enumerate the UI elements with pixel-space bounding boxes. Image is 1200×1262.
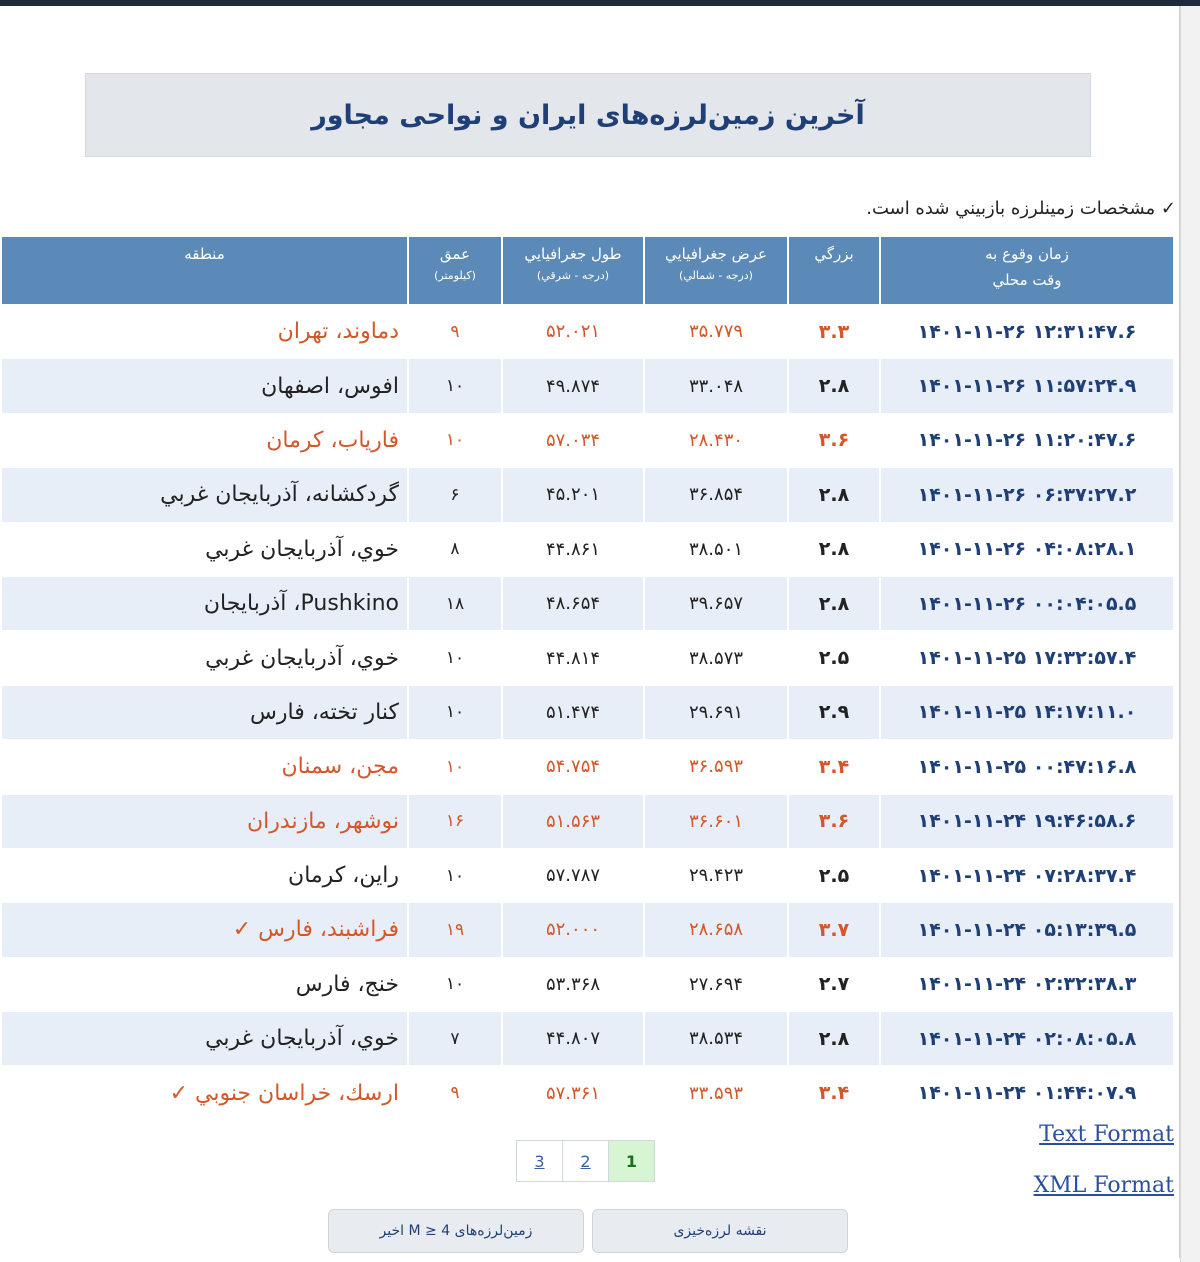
table-row[interactable] [2, 468, 1173, 522]
cell-longitude: ۵۲.۰۰۰ [503, 903, 643, 957]
cell-latitude: ۳۸.۵۰۱ [645, 523, 787, 577]
cell-depth: ۷ [409, 1012, 501, 1066]
cell-latitude: ۳۸.۵۷۳ [645, 631, 787, 685]
cell-latitude: ۲۸.۴۳۰ [645, 414, 787, 468]
table-row[interactable] [2, 958, 1173, 1012]
cell-region: نوشهر، مازندران [2, 795, 407, 849]
cell-depth: ۱۶ [409, 795, 501, 849]
header-region: منطقه [2, 237, 407, 305]
header-magnitude: بزرگي [789, 237, 879, 305]
cell-depth: ۱۰ [409, 849, 501, 903]
cell-region: راين، كرمان [2, 849, 407, 903]
cell-region: خوي، آذربايجان غربي [2, 631, 407, 685]
cell-region: كنار تخته، فارس [2, 686, 407, 740]
cell-latitude: ۲۹.۶۹۱ [645, 686, 787, 740]
pagination [517, 1140, 655, 1182]
cell-depth: ۱۰ [409, 359, 501, 413]
header-time: زمان وقوع به وقت محلي [881, 237, 1173, 305]
cell-longitude: ۵۷.۳۶۱ [503, 1066, 643, 1120]
cell-longitude: ۵۱.۵۶۳ [503, 795, 643, 849]
table-row[interactable] [2, 305, 1173, 359]
cell-latitude: ۳۹.۶۵۷ [645, 577, 787, 631]
table-row[interactable] [2, 523, 1173, 577]
cell-magnitude: ۳.۷ [789, 903, 879, 957]
text-format-link[interactable]: Text Format [1039, 1122, 1174, 1147]
cell-magnitude: ۳.۴ [789, 740, 879, 794]
cell-latitude: ۳۸.۵۳۴ [645, 1012, 787, 1066]
cell-time: ۱۴۰۱-۱۱-۲۶ ۰۴:۰۸:۲۸.۱ [881, 523, 1173, 577]
cell-magnitude: ۲.۹ [789, 686, 879, 740]
cell-longitude: ۴۴.۸۶۱ [503, 523, 643, 577]
cell-region: دماوند، تهران [2, 305, 407, 359]
cell-magnitude: ۳.۶ [789, 414, 879, 468]
cell-time: ۱۴۰۱-۱۱-۲۵ ۱۷:۳۲:۵۷.۴ [881, 631, 1173, 685]
cell-depth: ۱۰ [409, 740, 501, 794]
cell-time: ۱۴۰۱-۱۱-۲۵ ۱۴:۱۷:۱۱.۰ [881, 686, 1173, 740]
cell-magnitude: ۲.۷ [789, 958, 879, 1012]
cell-region: گردكشانه، آذربايجان غربي [2, 468, 407, 522]
cell-region: خنج، فارس [2, 958, 407, 1012]
cell-region: مجن، سمنان [2, 740, 407, 794]
cell-longitude: ۴۵.۲۰۱ [503, 468, 643, 522]
page-link-2[interactable]: 2 [562, 1140, 609, 1182]
cell-time: ۱۴۰۱-۱۱-۲۴ ۰۵:۱۳:۳۹.۵ [881, 903, 1173, 957]
cell-longitude: ۵۲.۰۲۱ [503, 305, 643, 359]
table-row[interactable] [2, 795, 1173, 849]
cell-time: ۱۴۰۱-۱۱-۲۴ ۰۱:۴۴:۰۷.۹ [881, 1066, 1173, 1120]
scrollbar-track[interactable] [1180, 6, 1200, 1262]
cell-depth: ۱۰ [409, 631, 501, 685]
cell-time: ۱۴۰۱-۱۱-۲۴ ۱۹:۴۶:۵۸.۶ [881, 795, 1173, 849]
cell-magnitude: ۲.۵ [789, 631, 879, 685]
cell-time: ۱۴۰۱-۱۱-۲۶ ۰۰:۰۴:۰۵.۵ [881, 577, 1173, 631]
table-row[interactable] [2, 686, 1173, 740]
cell-time: ۱۴۰۱-۱۱-۲۶ ۱۲:۳۱:۴۷.۶ [881, 305, 1173, 359]
cell-latitude: ۳۳.۰۴۸ [645, 359, 787, 413]
cell-magnitude: ۳.۶ [789, 795, 879, 849]
table-row[interactable] [2, 1012, 1173, 1066]
cell-longitude: ۴۸.۶۵۴ [503, 577, 643, 631]
table-row[interactable] [2, 849, 1173, 903]
cell-latitude: ۳۶.۶۰۱ [645, 795, 787, 849]
cell-depth: ۱۸ [409, 577, 501, 631]
earthquake-table [0, 237, 1175, 1121]
cell-magnitude: ۳.۴ [789, 1066, 879, 1120]
xml-format-link[interactable]: XML Format [1033, 1173, 1174, 1198]
cell-depth: ۱۹ [409, 903, 501, 957]
cell-region: خوي، آذربايجان غربي [2, 523, 407, 577]
cell-latitude: ۲۷.۶۹۴ [645, 958, 787, 1012]
table-row[interactable] [2, 414, 1173, 468]
cell-time: ۱۴۰۱-۱۱-۲۶ ۰۶:۳۷:۲۷.۲ [881, 468, 1173, 522]
table-row[interactable] [2, 903, 1173, 957]
cell-depth: ۸ [409, 523, 501, 577]
table-row[interactable] [2, 1066, 1173, 1120]
cell-latitude: ۳۶.۸۵۴ [645, 468, 787, 522]
page-link-3[interactable]: 3 [516, 1140, 563, 1182]
cell-region: فارياب، كرمان [2, 414, 407, 468]
cell-longitude: ۵۴.۷۵۴ [503, 740, 643, 794]
cell-longitude: ۴۴.۸۱۴ [503, 631, 643, 685]
page-title-box [85, 73, 1091, 157]
cell-magnitude: ۳.۳ [789, 305, 879, 359]
cell-region: خوي، آذربايجان غربي [2, 1012, 407, 1066]
header-longitude: طول جغرافيايي (درجه - شرقي) [503, 237, 643, 305]
cell-depth: ۹ [409, 305, 501, 359]
table-row[interactable] [2, 359, 1173, 413]
reviewed-note: ✓ مشخصات زمينلرزه بازبيني شده است. [866, 198, 1176, 219]
page-link-1-current[interactable]: 1 [608, 1140, 655, 1182]
cell-time: ۱۴۰۱-۱۱-۲۶ ۱۱:۵۷:۲۴.۹ [881, 359, 1173, 413]
cell-region: ارسك، خراسان جنوبي ✓ [2, 1066, 407, 1120]
cell-time: ۱۴۰۱-۱۱-۲۴ ۰۲:۰۸:۰۵.۸ [881, 1012, 1173, 1066]
cell-depth: ۹ [409, 1066, 501, 1120]
cell-latitude: ۲۸.۶۵۸ [645, 903, 787, 957]
cell-time: ۱۴۰۱-۱۱-۲۴ ۰۷:۲۸:۳۷.۴ [881, 849, 1173, 903]
cell-magnitude: ۲.۸ [789, 523, 879, 577]
cell-region: Pushkino، آذربايجان [2, 577, 407, 631]
recent-m4-earthquakes-button[interactable]: زمین‌لرزه‌های 4 ≤ M اخیر [328, 1209, 584, 1253]
table-row[interactable] [2, 740, 1173, 794]
header-latitude: عرض جغرافيايي (درجه - شمالي) [645, 237, 787, 305]
table-row[interactable] [2, 577, 1173, 631]
page-title: آخرین زمین‌لرزه‌های ایران و نواحی مجاور [311, 99, 865, 131]
table-row[interactable] [2, 631, 1173, 685]
cell-depth: ۱۰ [409, 958, 501, 1012]
seismicity-map-button[interactable]: نقشه لرزه‌خیزی [592, 1209, 848, 1253]
cell-longitude: ۴۴.۸۰۷ [503, 1012, 643, 1066]
cell-magnitude: ۲.۸ [789, 359, 879, 413]
cell-depth: ۱۰ [409, 686, 501, 740]
cell-longitude: ۴۹.۸۷۴ [503, 359, 643, 413]
cell-longitude: ۵۳.۳۶۸ [503, 958, 643, 1012]
cell-latitude: ۳۳.۵۹۳ [645, 1066, 787, 1120]
cell-longitude: ۵۱.۴۷۴ [503, 686, 643, 740]
cell-depth: ۱۰ [409, 414, 501, 468]
cell-longitude: ۵۷.۰۳۴ [503, 414, 643, 468]
cell-latitude: ۳۶.۵۹۳ [645, 740, 787, 794]
cell-region: فراشبند، فارس ✓ [2, 903, 407, 957]
cell-region: افوس، اصفهان [2, 359, 407, 413]
header-depth: عمق (كيلومتر) [409, 237, 501, 305]
cell-magnitude: ۲.۵ [789, 849, 879, 903]
cell-magnitude: ۲.۸ [789, 468, 879, 522]
cell-time: ۱۴۰۱-۱۱-۲۶ ۱۱:۲۰:۴۷.۶ [881, 414, 1173, 468]
cell-depth: ۶ [409, 468, 501, 522]
cell-magnitude: ۲.۸ [789, 577, 879, 631]
cell-time: ۱۴۰۱-۱۱-۲۵ ۰۰:۴۷:۱۶.۸ [881, 740, 1173, 794]
cell-magnitude: ۲.۸ [789, 1012, 879, 1066]
cell-time: ۱۴۰۱-۱۱-۲۴ ۰۲:۳۲:۳۸.۳ [881, 958, 1173, 1012]
cell-latitude: ۳۵.۷۷۹ [645, 305, 787, 359]
cell-latitude: ۲۹.۴۲۳ [645, 849, 787, 903]
table-header-row [2, 237, 1173, 305]
cell-longitude: ۵۷.۷۸۷ [503, 849, 643, 903]
